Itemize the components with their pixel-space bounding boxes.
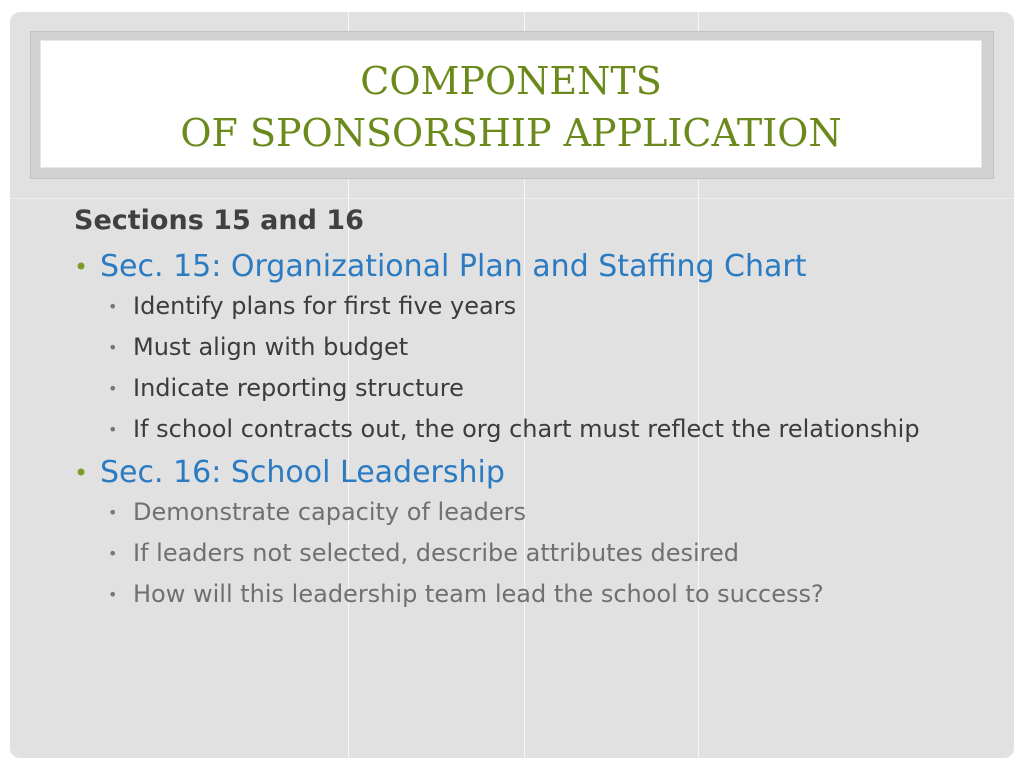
section-16-item (74, 454, 954, 492)
slide-content (74, 204, 954, 619)
section-16-label: Sec. 16: School Leadership (100, 455, 505, 490)
list-item-text: Demonstrate capacity of leaders (133, 498, 527, 526)
bullet-icon: • (108, 585, 118, 604)
slide-title (41, 55, 981, 159)
list-item (108, 578, 954, 611)
bullet-icon: • (108, 544, 118, 563)
title-line-1: COMPONENTS (360, 59, 662, 103)
background-line (10, 198, 1014, 199)
list-item-text: Identify plans for first five years (133, 292, 517, 320)
title-line-2: OF SPONSORSHIP APPLICATION (180, 111, 842, 155)
section-15-label: Sec. 15: Organizational Plan and Staffing Chart (100, 249, 807, 284)
list-item-text: Indicate reporting structure (133, 374, 464, 402)
list-item (108, 496, 954, 529)
bullet-icon: • (74, 253, 89, 281)
slide (10, 12, 1014, 758)
title-box (40, 40, 982, 168)
bullet-icon: • (74, 459, 89, 487)
list-item (108, 537, 954, 570)
bullet-icon: • (108, 503, 118, 522)
list-item-text: If school contracts out, the org chart must reflect the relationship (133, 415, 920, 443)
list-item (108, 290, 954, 323)
bullet-icon: • (108, 338, 118, 357)
bullet-icon: • (108, 379, 118, 398)
list-item-text: Must align with budget (133, 333, 409, 361)
list-item (108, 372, 954, 405)
list-item-text: How will this leadership team lead the school to success? (133, 580, 824, 608)
section-15-list (108, 290, 954, 446)
bullet-icon: • (108, 420, 118, 439)
section-16-list (108, 496, 954, 611)
list-item (108, 413, 954, 446)
section-15-item (74, 248, 954, 286)
list-item-text: If leaders not selected, describe attributes desired (133, 539, 739, 567)
section-heading: Sections 15 and 16 (74, 205, 364, 236)
list-item (108, 331, 954, 364)
bullet-icon: • (108, 297, 118, 316)
title-frame (30, 31, 994, 179)
